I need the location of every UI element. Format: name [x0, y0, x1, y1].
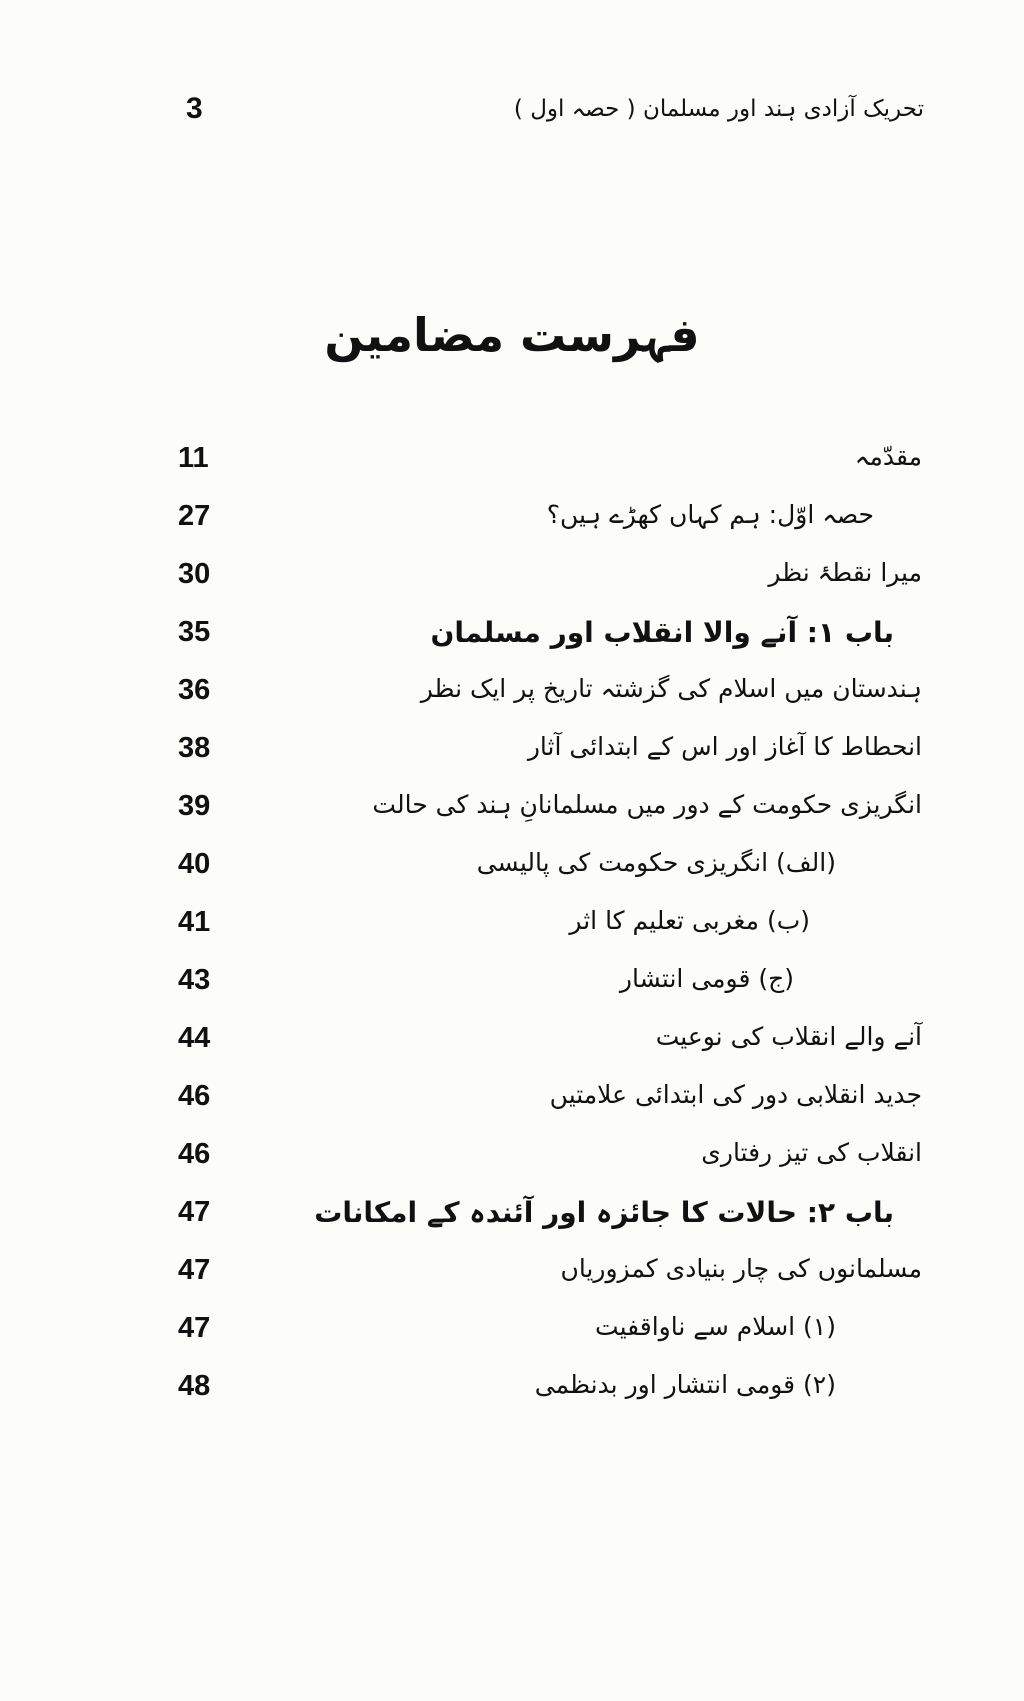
toc-entry-title: باب ۲: حالات کا جائزہ اور آئندہ کے امکانات: [314, 1196, 894, 1229]
toc-entry: [0, 1360, 1024, 1424]
toc-entry: [0, 490, 1024, 554]
toc-page-number: 46: [178, 1080, 211, 1112]
toc-page-number: 47: [178, 1312, 211, 1344]
toc-entry: [0, 1302, 1024, 1366]
toc-entry-title: (۱) اسلام سے ناواقفیت: [595, 1312, 836, 1341]
toc-entry: [0, 664, 1024, 728]
toc-entry-title: جدید انقلابی دور کی ابتدائی علامتیں: [549, 1080, 922, 1109]
toc-entry-title: (ج) قومی انتشار: [619, 964, 794, 993]
toc-entry-title: انقلاب کی تیز رفتاری: [701, 1138, 922, 1167]
toc-entry: [0, 548, 1024, 612]
running-header: تحریک آزادی ہند اور مسلمان ( حصہ اول ): [513, 96, 924, 122]
toc-page-number: 39: [178, 790, 211, 822]
toc-page-number: 36: [178, 674, 211, 706]
toc-entry: [0, 954, 1024, 1018]
toc-entry-title: میرا نقطۂ نظر: [768, 558, 922, 587]
toc-entry: [0, 896, 1024, 960]
toc-entry-title: مقدّمہ: [854, 442, 922, 471]
toc-page-number: 44: [178, 1022, 211, 1054]
toc-entry-title: ہندستان میں اسلام کی گزشتہ تاریخ پر ایک نظر: [420, 674, 922, 703]
toc-entry: [0, 1070, 1024, 1134]
toc-entry-title: انحطاط کا آغاز اور اس کے ابتدائی آثار: [527, 732, 922, 761]
toc-entry-title: آنے والے انقلاب کی نوعیت: [655, 1022, 922, 1051]
toc-entry: [0, 1186, 1024, 1250]
toc-entry-title: (ب) مغربی تعلیم کا اثر: [569, 906, 810, 935]
toc-entry: [0, 432, 1024, 496]
toc-entry: [0, 606, 1024, 670]
toc-page-number: 47: [178, 1254, 211, 1286]
toc-page-number: 48: [178, 1370, 211, 1402]
toc-page-number: 41: [178, 906, 211, 938]
toc-page-number: 30: [178, 558, 211, 590]
toc-entry-title: حصہ اوّل: ہم کہاں کھڑے ہیں؟: [546, 500, 874, 529]
toc-entry: [0, 1012, 1024, 1076]
toc-page-number: 43: [178, 964, 211, 996]
toc-page-number: 35: [178, 616, 211, 648]
toc-entry-title: باب ۱: آنے والا انقلاب اور مسلمان: [430, 616, 894, 649]
toc-page-number: 40: [178, 848, 211, 880]
toc-entry: [0, 838, 1024, 902]
toc-entry: [0, 780, 1024, 844]
toc-entry-title: مسلمانوں کی چار بنیادی کمزوریاں: [560, 1254, 922, 1283]
toc-entry-title: (۲) قومی انتشار اور بدنظمی: [534, 1370, 836, 1399]
toc-entry-title: انگریزی حکومت کے دور میں مسلمانانِ ہند کی حالت: [372, 790, 922, 819]
toc-entry: [0, 1244, 1024, 1308]
toc-entry-title: (الف) انگریزی حکومت کی پالیسی: [476, 848, 836, 877]
toc-entry: [0, 1128, 1024, 1192]
toc-page-number: 27: [178, 500, 211, 532]
toc-page-number: 38: [178, 732, 211, 764]
toc-entry: [0, 722, 1024, 786]
page-number: 3: [186, 92, 203, 125]
toc-page-number: 46: [178, 1138, 211, 1170]
toc-title: فہرست مضامین: [324, 308, 700, 362]
toc-page-number: 11: [178, 442, 209, 474]
toc-page-number: 47: [178, 1196, 211, 1228]
